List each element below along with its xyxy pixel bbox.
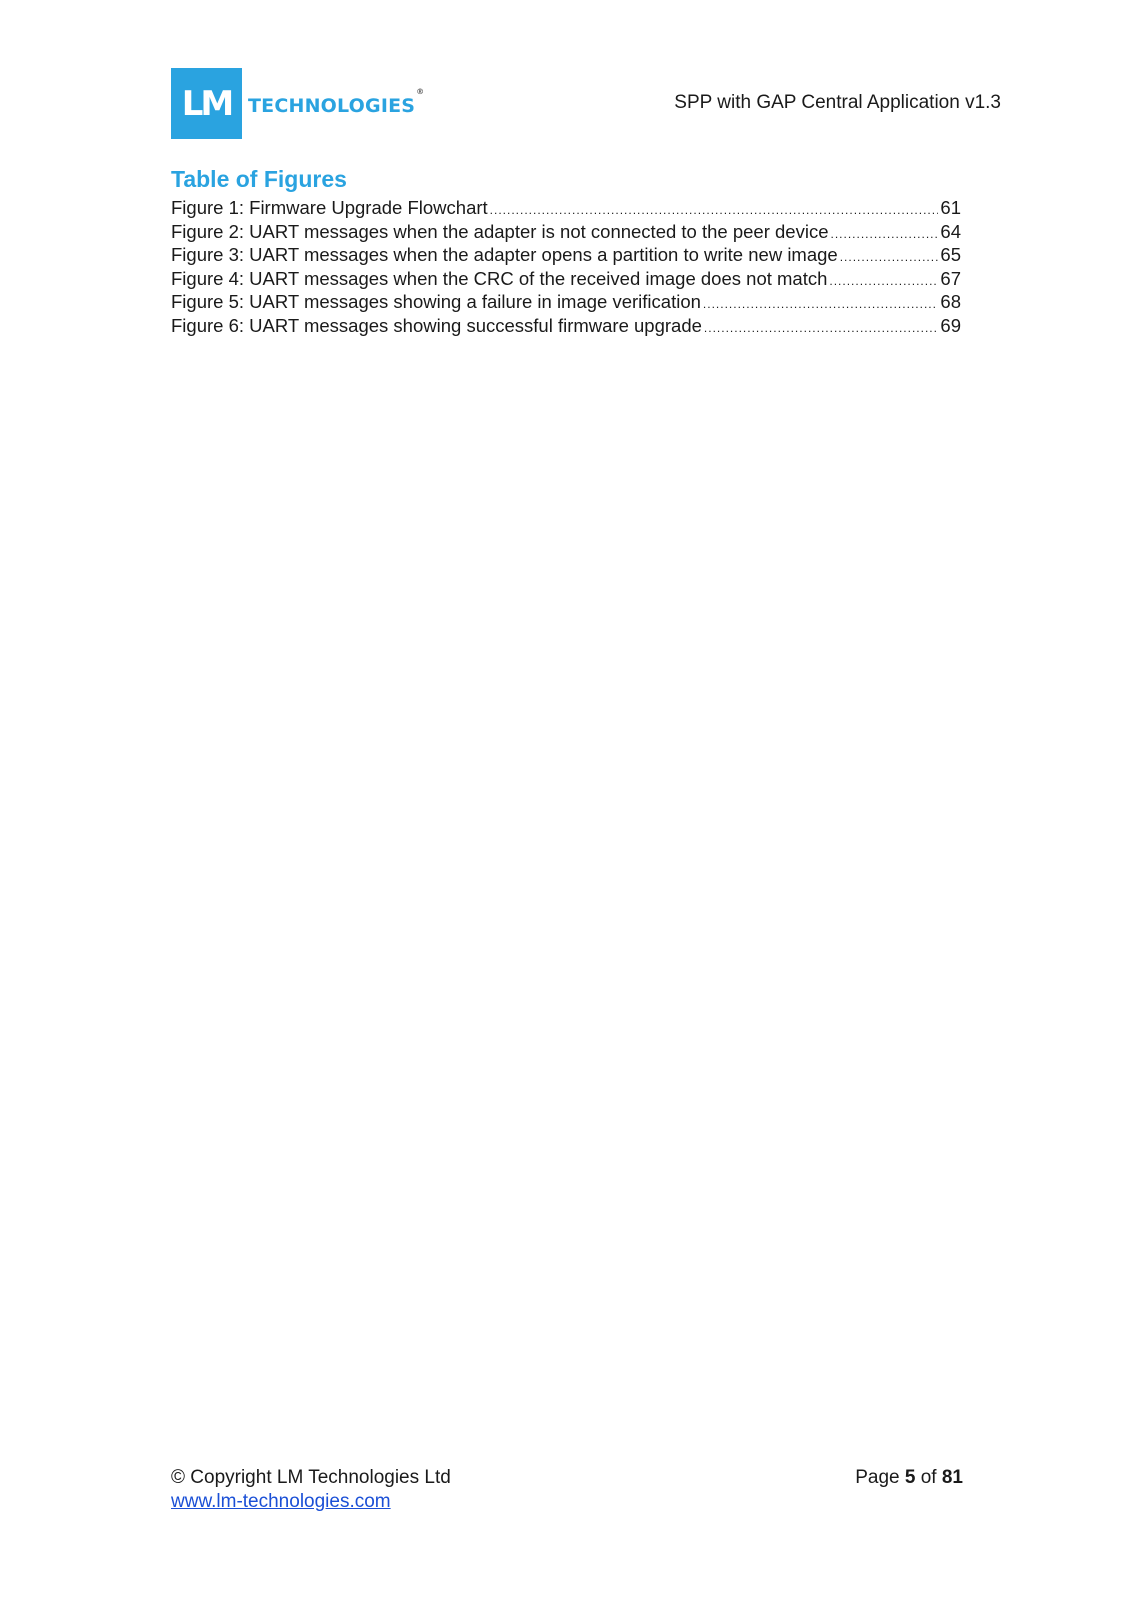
toc-entry-label: Figure 6: UART messages showing successful firmware upgrade: [171, 314, 702, 336]
table-of-figures-list: [171, 196, 961, 338]
toc-entry-page: 64: [940, 220, 961, 242]
toc-entry-page: 61: [940, 197, 961, 218]
toc-entry-label: Figure 1: Firmware Upgrade Flowchart: [171, 197, 488, 218]
toc-leader-dots: [703, 293, 939, 317]
toc-entry-label: Figure 5: UART messages showing a failure in image verification: [171, 291, 701, 313]
toc-entry[interactable]: [171, 267, 961, 291]
logo-mark: [171, 68, 242, 139]
registered-mark: ®: [416, 86, 425, 96]
document-title: SPP with GAP Central Application v1.3: [674, 92, 1001, 113]
page-of: of: [920, 1467, 937, 1488]
logo-mark-text: LM: [181, 83, 232, 124]
page-header: [171, 68, 1001, 140]
toc-entry[interactable]: [171, 243, 961, 267]
page-number: [855, 1466, 963, 1490]
toc-entry-page: 67: [940, 267, 961, 289]
toc-entry-label: Figure 2: UART messages when the adapter is not connected to the peer device: [171, 220, 829, 242]
toc-entry[interactable]: [171, 220, 961, 244]
copyright-notice: © Copyright LM Technologies Ltd: [171, 1467, 451, 1488]
toc-entry-label: Figure 3: UART messages when the adapter opens a partition to write new image: [171, 244, 838, 266]
toc-entry-page: 65: [940, 244, 961, 266]
table-of-figures-heading: Table of Figures: [171, 166, 347, 192]
toc-leader-dots: [830, 223, 938, 247]
toc-leader-dots: [829, 270, 938, 294]
toc-entry[interactable]: [171, 290, 961, 314]
logo-wordmark-text: TECHNOLOGIES: [248, 94, 416, 117]
toc-leader-dots: [704, 317, 939, 341]
page-total: 81: [941, 1467, 963, 1488]
page-prefix: Page: [855, 1467, 900, 1488]
toc-entry[interactable]: [171, 196, 961, 220]
toc-leader-dots: [840, 246, 939, 270]
logo-wordmark: [248, 86, 425, 117]
footer-row: [171, 1466, 963, 1490]
page-footer: [171, 1466, 963, 1514]
website-link[interactable]: www.lm-technologies.com: [171, 1491, 391, 1512]
toc-entry[interactable]: [171, 314, 961, 338]
toc-entry-label: Figure 4: UART messages when the CRC of the received image does not match: [171, 267, 828, 289]
toc-entry-page: 69: [940, 314, 961, 336]
company-logo: [171, 68, 424, 139]
toc-entry-page: 68: [940, 291, 961, 313]
page-current: 5: [904, 1467, 916, 1488]
